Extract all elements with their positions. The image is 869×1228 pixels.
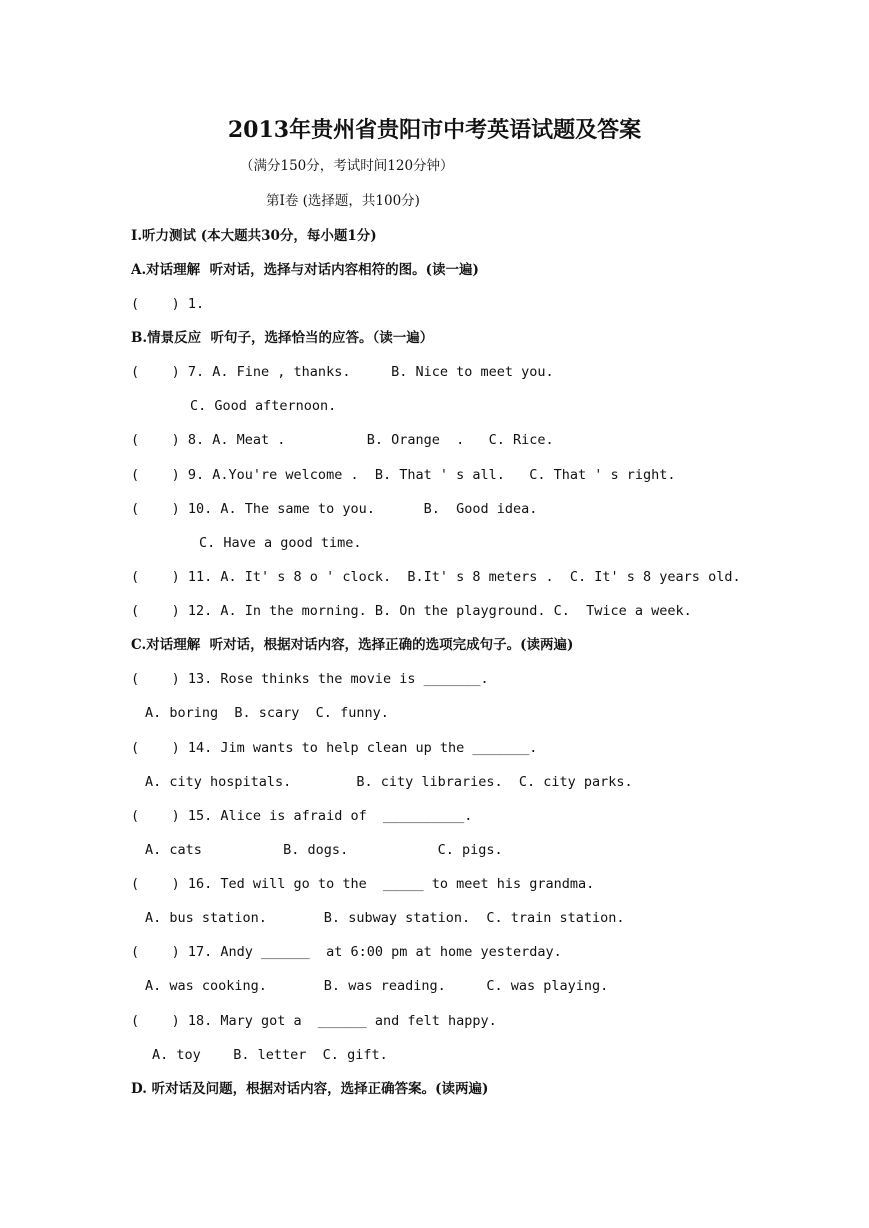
part-a-heading: A.对话理解 听对话，选择与对话内容相符的图。(读一遍)	[131, 262, 479, 278]
question-10-option-c: C. Have a good time.	[199, 535, 362, 551]
question-14: ( ) 14. Jim wants to help clean up the _______.	[131, 740, 538, 756]
exam-subtitle: （满分150分，考试时间120分钟）	[240, 158, 454, 174]
volume-heading: 第Ⅰ卷 (选择题，共100分)	[266, 193, 420, 209]
question-15: ( ) 15. Alice is afraid of __________.	[131, 808, 473, 824]
question-8: ( ) 8. A. Meat . B. Orange . C. Rice.	[131, 432, 554, 448]
question-16-options: A. bus station. B. subway station. C. train station.	[145, 910, 625, 926]
question-17: ( ) 17. Andy ______ at 6:00 pm at home yesterday.	[131, 944, 562, 960]
part-d-heading: D. 听对话及问题，根据对话内容，选择正确答案。(读两遍)	[131, 1081, 489, 1097]
question-11: ( ) 11. A. It' s 8 o ' clock. B.It' s 8 meters . C. It' s 8 years old.	[131, 569, 741, 585]
question-13-options: A. boring B. scary C. funny.	[145, 705, 389, 721]
question-9: ( ) 9. A.You're welcome . B. That ' s all. C. That ' s right.	[131, 467, 676, 483]
question-15-options: A. cats B. dogs. C. pigs.	[145, 842, 503, 858]
question-16: ( ) 16. Ted will go to the _____ to meet his grandma.	[131, 876, 595, 892]
part-c-heading: C.对话理解 听对话，根据对话内容，选择正确的选项完成句子。(读两遍)	[131, 637, 574, 653]
question-14-options: A. city hospitals. B. city libraries. C. city parks.	[145, 774, 633, 790]
page-title: 2013年贵州省贵阳市中考英语试题及答案	[227, 117, 642, 143]
section-heading-listening: Ⅰ.听力测试 (本大题共30分，每小题1分)	[131, 228, 377, 244]
question-7-option-c: C. Good afternoon.	[190, 398, 337, 414]
question-18: ( ) 18. Mary got a ______ and felt happy.	[131, 1013, 497, 1029]
question-17-options: A. was cooking. B. was reading. C. was playing.	[145, 978, 609, 994]
question-1: ( ) 1.	[131, 296, 205, 312]
question-18-options: A. toy B. letter C. gift.	[152, 1047, 388, 1063]
question-10: ( ) 10. A. The same to you. B. Good idea.	[131, 501, 538, 517]
part-b-heading: B.情景反应 听句子，选择恰当的应答。（读一遍）	[131, 330, 434, 346]
question-7: ( ) 7. A. Fine , thanks. B. Nice to meet you.	[131, 364, 554, 380]
question-12: ( ) 12. A. In the morning. B. On the playground. C. Twice a week.	[131, 603, 692, 619]
question-13: ( ) 13. Rose thinks the movie is _______.	[131, 671, 489, 687]
